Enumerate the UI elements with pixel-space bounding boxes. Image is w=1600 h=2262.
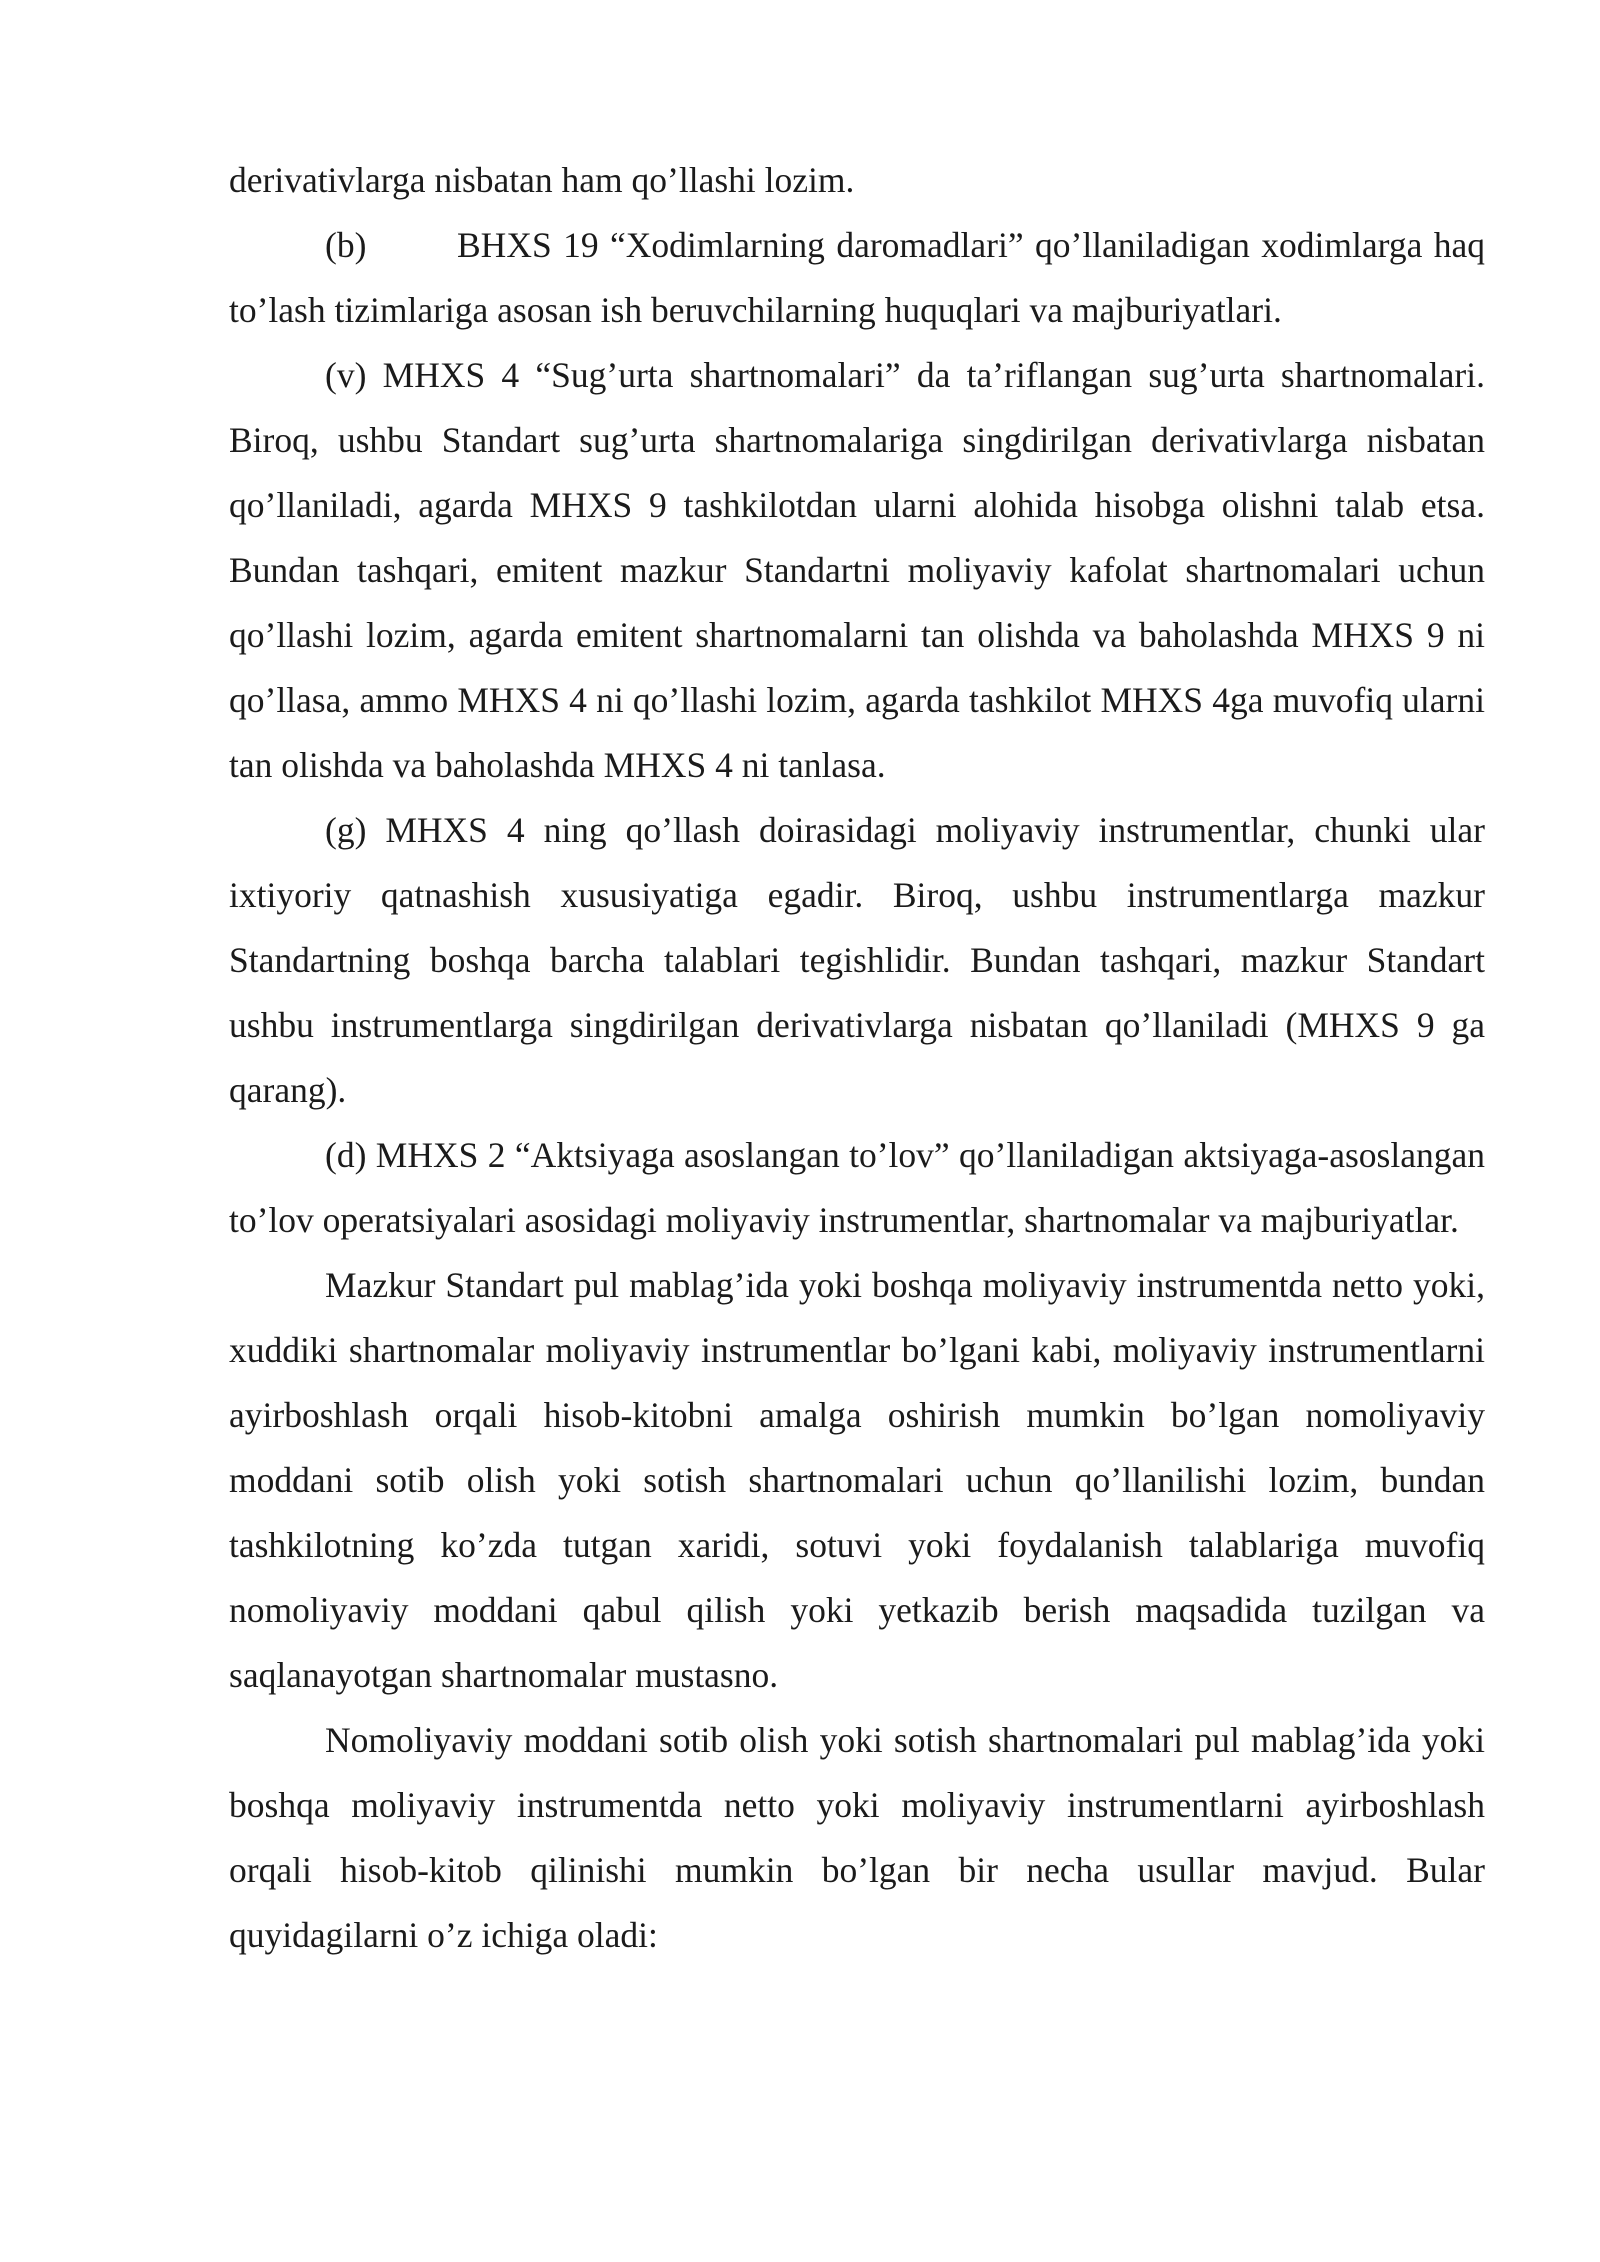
paragraph-item-v: (v) MHXS 4 “Sug’urta shartnomalari” da ta’riflangan sug’urta shartnomalari. Biroq, ushbu Standart sug’urta shartnomalariga singdirilgan derivativlarga nisbatan qo’llaniladi, agarda MHXS 9 tashkilotdan ularni alohida hisobga olishni talab etsa. Bundan tashqari, emitent mazkur Standartni moliyaviy kafolat shartnomalari uchun qo’llashi lozim, agarda emitent shartnomalarni tan olishda va baholashda MHXS 9 ni qo’llasa, ammo MHXS 4 ni qo’llashi lozim, agarda tashkilot MHXS 4ga muvofiq ularni tan olishda va baholashda MHXS 4 ni tanlasa. [229, 355, 1485, 785]
item-text-b: BHXS 19 “Xodimlarning daromadlari” qo’llaniladigan xodimlarga haq to’lash tizimlariga asosan ish beruvchilarning huquqlari va majburiyatlari. [229, 225, 1485, 330]
item-label-b: (b) [325, 225, 367, 265]
paragraph-item-d: (d) MHXS 2 “Aktsiyaga asoslangan to’lov” qo’llaniladigan aktsiyaga-asoslangan to’lov operatsiyalari asosidagi moliyaviy instrumentlar, shartnomalar va majburiyatlar. [229, 1135, 1485, 1240]
paragraph-continuation: derivativlarga nisbatan ham qo’llashi lozim. [229, 160, 855, 200]
paragraph-item-b [229, 213, 1485, 343]
paragraph-item-g: (g) MHXS 4 ning qo’llash doirasidagi moliyaviy instrumentlar, chunki ular ixtiyoriy qatnashish xususiyatiga egadir. Biroq, ushbu instrumentlarga mazkur Standartning boshqa barcha talablari tegishlidir. Bundan tashqari, mazkur Standart ushbu instrumentlarga singdirilgan derivativlarga nisbatan qo’llaniladi (MHXS 9 ga qarang). [229, 810, 1485, 1110]
paragraph-standard-scope: Mazkur Standart pul mablag’ida yoki boshqa moliyaviy instrumentda netto yoki, xuddiki shartnomalar moliyaviy instrumentlar bo’lgani kabi, moliyaviy instrumentlarni ayirboshlash orqali hisob-kitobni amalga oshirish mumkin bo’lgan nomoliyaviy moddani sotib olish yoki sotish shartnomalari uchun qo’llanilishi lozim, bundan tashkilotning ko’zda tutgan xaridi, sotuvi yoki foydalanish talablariga muvofiq nomoliyaviy moddani qabul qilish yoki yetkazib berish maqsadida tuzilgan va saqlanayotgan shartnomalar mustasno. [229, 1265, 1485, 1695]
document-page [229, 148, 1485, 1968]
paragraph-settlement-methods: Nomoliyaviy moddani sotib olish yoki sotish shartnomalari pul mablag’ida yoki boshqa moliyaviy instrumentda netto yoki moliyaviy instrumentlarni ayirboshlash orqali hisob-kitob qilinishi mumkin bo’lgan bir necha usullar mavjud. Bular quyidagilarni o’z ichiga oladi: [229, 1720, 1485, 1955]
